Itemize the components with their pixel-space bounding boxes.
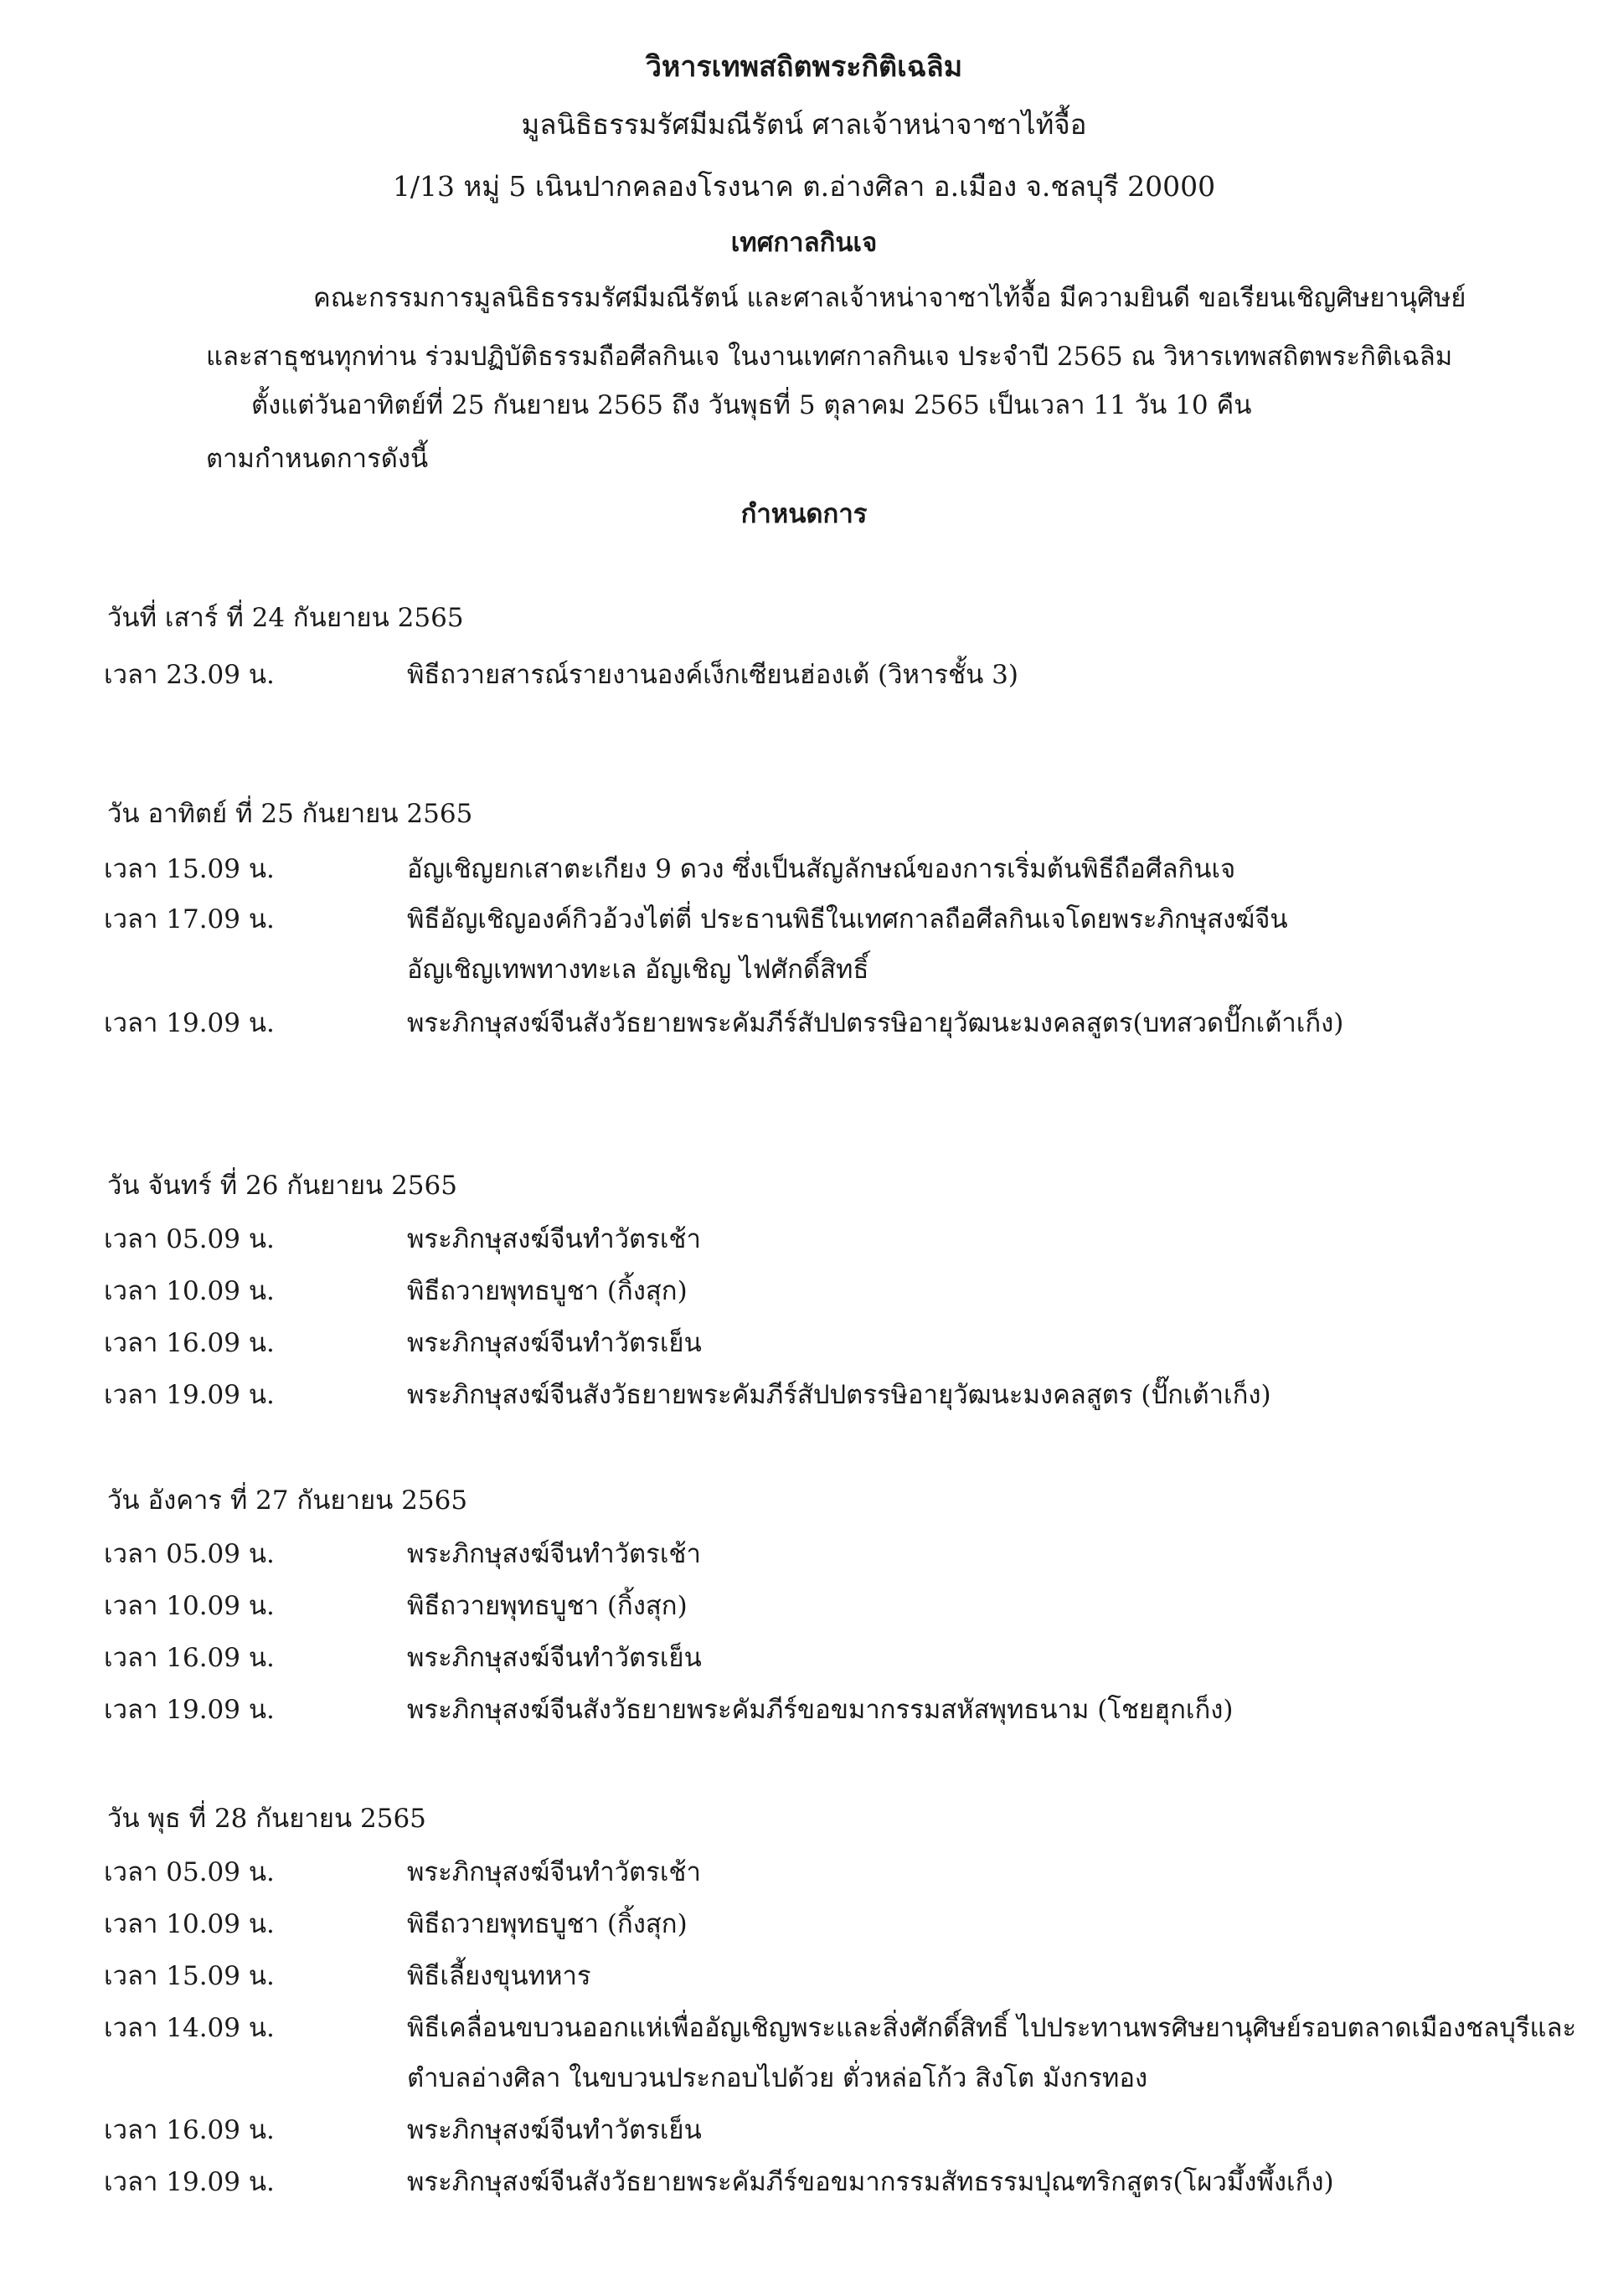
event-description: พิธีอัญเชิญองค์กิวอ้วงไต่ตี่ ประธานพิธีในเทศกาลถือศีลกินเจโดยพระภิกษุสงฆ์จีน <box>407 904 1288 934</box>
intro-line-1: คณะกรรมการมูลนิธิธรรมรัศมีมณีรัตน์ และศาลเจ้าหน่าจาซาไท้จื้อ มีความยินดี ขอเรียนเชิญศิษยานุศิษย์ <box>313 283 1466 313</box>
schedule-row <box>104 2006 1577 2048</box>
day-heading: วัน อาทิตย์ ที่ 25 กันยายน 2565 <box>107 799 473 829</box>
day-heading: วัน พุธ ที่ 28 กันยายน 2565 <box>107 1804 426 1834</box>
schedule-row <box>104 1001 1544 1043</box>
intro-line-4: ตามกำหนดการดังนี้ <box>206 444 429 474</box>
day-heading: วัน จันทร์ ที่ 26 กันยายน 2565 <box>107 1171 457 1201</box>
event-description: พระภิกษุสงฆ์จีนสังวัธยายพระคัมภีร์สัปปตรรษิอายุวัฒนะมงคลสูตร(บทสวดปั๊กเต้าเก็ง) <box>407 1008 1344 1038</box>
organization-name: มูลนิธิธรรมรัศมีมณีรัตน์ ศาลเจ้าหน่าจาซาไท้จื้อ <box>521 108 1087 141</box>
schedule-heading: กำหนดการ <box>740 499 868 529</box>
event-description: พระภิกษุสงฆ์จีนทำวัตรเย็น <box>407 2115 702 2145</box>
schedule-row <box>104 1688 1544 1730</box>
schedule-row <box>104 2057 1544 2098</box>
event-time: เวลา 16.09 น. <box>104 1328 275 1358</box>
event-time: เวลา 14.09 น. <box>104 2013 275 2043</box>
schedule-row <box>104 1269 1544 1311</box>
event-description: พระภิกษุสงฆ์จีนสังวัธยายพระคัมภีร์ขอขมากรรมสหัสพุทธนาม (โชยฮุกเก็ง) <box>407 1695 1234 1725</box>
schedule-row <box>104 898 1544 940</box>
event-description: พิธีถวายสารณ์รายงานองค์เง็กเซียนฮ่องเต้ (วิหารชั้น 3) <box>407 660 1018 690</box>
event-description: พิธีเลี้ยงขุนทหาร <box>407 1961 591 1991</box>
schedule-row <box>104 1532 1544 1574</box>
day-heading: วันที่ เสาร์ ที่ 24 กันยายน 2565 <box>107 603 464 633</box>
schedule-row <box>104 1636 1544 1678</box>
event-time: เวลา 15.09 น. <box>104 854 275 884</box>
schedule-row <box>104 1902 1544 1944</box>
event-time: เวลา 10.09 น. <box>104 1591 275 1621</box>
intro-line-2: และสาธุชนทุกท่าน ร่วมปฏิบัติธรรมถือศีลกินเจ ในงานเทศกาลกินเจ ประจำปี 2565 ณ วิหารเทพสถิตพระกิติเฉลิม <box>206 342 1453 372</box>
event-time: เวลา 10.09 น. <box>104 1909 275 1939</box>
schedule-row <box>104 1321 1544 1363</box>
schedule-row <box>104 1373 1544 1415</box>
event-description: พระภิกษุสงฆ์จีนสังวัธยายพระคัมภีร์ขอขมากรรมสัทธรรมปุณฑริกสูตร(โผวมึ้งพึ้งเก็ง) <box>407 2167 1334 2197</box>
day-heading: วัน อังคาร ที่ 27 กันยายน 2565 <box>107 1485 468 1516</box>
event-description: พิธีถวายพุทธบูชา (กิ้งสุก) <box>407 1591 688 1621</box>
schedule-row <box>104 653 1544 695</box>
event-time: เวลา 19.09 น. <box>104 1008 275 1038</box>
event-description: ตำบลอ่างศิลา ในขบวนประกอบไปด้วย ตั่วหล่อโก้ว สิงโต มังกรทอง <box>407 2063 1148 2093</box>
event-time: เวลา 05.09 น. <box>104 1224 275 1254</box>
schedule-row <box>104 1954 1544 1996</box>
event-description: พระภิกษุสงฆ์จีนทำวัตรเช้า <box>407 1539 701 1569</box>
address-line: 1/13 หมู่ 5 เนินปากคลองโรงนาค ต.อ่างศิลา อ.เมือง จ.ชลบุรี 20000 <box>392 170 1216 203</box>
event-description: พระภิกษุสงฆ์จีนสังวัธยายพระคัมภีร์สัปปตรรษิอายุวัฒนะมงคลสูตร (ปั๊กเต้าเก็ง) <box>407 1380 1271 1410</box>
schedule-row <box>104 1851 1544 1892</box>
event-description: พิธีถวายพุทธบูชา (กิ้งสุก) <box>407 1276 688 1306</box>
schedule-row <box>104 1584 1544 1626</box>
intro-line-3: ตั้งแต่วันอาทิตย์ที่ 25 กันยายน 2565 ถึง วันพุธที่ 5 ตุลาคม 2565 เป็นเวลา 11 วัน 10 คืน <box>251 390 1252 420</box>
document-title: วิหารเทพสถิตพระกิติเฉลิม <box>645 50 963 84</box>
event-description: พระภิกษุสงฆ์จีนทำวัตรเช้า <box>407 1857 701 1887</box>
event-time: เวลา 19.09 น. <box>104 1695 275 1725</box>
event-time: เวลา 05.09 น. <box>104 1539 275 1569</box>
event-description: พระภิกษุสงฆ์จีนทำวัตรเช้า <box>407 1224 701 1254</box>
event-description: อัญเชิญยกเสาตะเกียง 9 ดวง ซึ่งเป็นสัญลักษณ์ของการเริ่มต้นพิธีถือศีลกินเจ <box>407 854 1236 884</box>
schedule-row <box>104 2108 1544 2150</box>
festival-heading: เทศกาลกินเจ <box>730 228 878 258</box>
event-description: พระภิกษุสงฆ์จีนทำวัตรเย็น <box>407 1328 702 1358</box>
event-time: เวลา 19.09 น. <box>104 1380 275 1410</box>
event-time: เวลา 16.09 น. <box>104 1643 275 1673</box>
event-description: พระภิกษุสงฆ์จีนทำวัตรเย็น <box>407 1643 702 1673</box>
event-description: อัญเชิญเทพทางทะเล อัญเชิญ ไฟศักดิ์สิทธิ์ <box>407 955 869 985</box>
schedule-row <box>104 1217 1544 1259</box>
event-time: เวลา 16.09 น. <box>104 2115 275 2145</box>
schedule-row <box>104 2160 1544 2202</box>
event-time: เวลา 10.09 น. <box>104 1276 275 1306</box>
event-description: พิธีถวายพุทธบูชา (กิ้งสุก) <box>407 1909 688 1939</box>
event-time: เวลา 05.09 น. <box>104 1857 275 1887</box>
schedule-row <box>104 948 1544 990</box>
event-time: เวลา 17.09 น. <box>104 904 275 934</box>
schedule-row <box>104 847 1544 889</box>
event-time: เวลา 23.09 น. <box>104 660 275 690</box>
event-time: เวลา 19.09 น. <box>104 2167 275 2197</box>
event-time: เวลา 15.09 น. <box>104 1961 275 1991</box>
event-description: พิธีเคลื่อนขบวนออกแห่เพื่ออัญเชิญพระและสิ่งศักดิ์สิทธิ์ ไปประทานพรศิษยานุศิษย์รอบตลาดเมืองชลบุรีและ <box>407 2013 1577 2043</box>
